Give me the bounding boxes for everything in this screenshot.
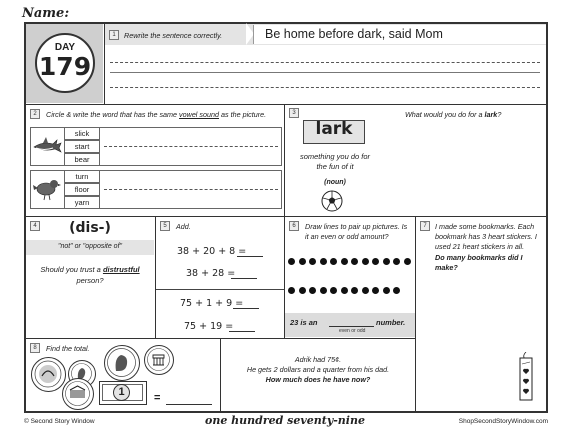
dollar-bill-icon [99, 381, 147, 405]
s7-text: I made some bookmarks. Each bookmark has 3 heart stickers. I used 21 heart stickers in all. [435, 222, 537, 251]
bookmark-icon [516, 352, 536, 402]
quarter-coin-icon [62, 378, 94, 410]
s6-answer-post: number. [376, 318, 406, 327]
choice-yarn[interactable]: yarn [64, 196, 100, 209]
s5-prompt: Add. [176, 222, 191, 231]
count-dot [330, 287, 337, 294]
s9-line2: He gets 2 dollars and a quarter from his dad. [246, 365, 390, 374]
dime-coin-icon [144, 345, 174, 375]
add-problem: 38 + 28 = [186, 268, 236, 279]
bill-value: 1 [113, 384, 130, 401]
count-dot [299, 287, 306, 294]
count-dot [351, 258, 358, 265]
section-number: 3 [289, 108, 299, 118]
count-dot [288, 287, 295, 294]
name-label: Name: [22, 6, 70, 21]
s2-prompt: Circle & write the word that has the same vowel sound as the picture. [46, 110, 267, 119]
prefix-meaning: "not" or "opposite of" [57, 243, 123, 250]
count-dot [351, 287, 358, 294]
choice-bear[interactable]: bear [64, 153, 100, 166]
bird-picture [31, 174, 63, 204]
choice-floor[interactable]: floor [64, 183, 100, 196]
add-problem: 75 + 19 = [184, 321, 234, 332]
s1-prompt: Rewrite the sentence correctly. [124, 31, 223, 40]
choice-slick[interactable]: slick [64, 127, 100, 140]
count-dot [341, 287, 348, 294]
count-dot [299, 258, 306, 265]
s7-question: Do many bookmarks did I make? [435, 253, 523, 272]
s9-question: How much does he have now? [265, 375, 371, 384]
section-number: 4 [30, 221, 40, 231]
count-dot [309, 258, 316, 265]
footer-copyright: © Second Story Window [24, 418, 95, 425]
choice-turn[interactable]: turn [64, 170, 100, 183]
count-dot [362, 287, 369, 294]
choice-start[interactable]: start [64, 140, 100, 153]
s6-prompt: Draw lines to pair up pictures. Is it an even or odd amount? [305, 222, 408, 241]
s1-sentence: Be home before dark, said Mom [265, 27, 443, 41]
count-dot [362, 258, 369, 265]
day-number: 179 [38, 52, 92, 81]
count-dot [393, 258, 400, 265]
vocab-pos: (noun) [324, 179, 346, 186]
section-number: 8 [30, 343, 40, 353]
count-dot [320, 258, 327, 265]
vocab-word: lark [315, 119, 353, 139]
prefix-label: (dis-) [69, 220, 111, 236]
quarter-coin-icon [31, 357, 66, 392]
s9-line1: Adrik had 75¢. [294, 355, 342, 364]
vocab-definition: something you do for the fun of it [299, 152, 371, 171]
footer-website: ShopSecondStoryWindow.com [458, 418, 548, 425]
shark-picture [31, 132, 63, 160]
count-dot [341, 258, 348, 265]
add-problem: 75 + 1 + 9 = [180, 298, 244, 309]
count-dot [372, 258, 379, 265]
s8-equals: = [154, 392, 161, 404]
count-dot [393, 287, 400, 294]
section-number: 7 [420, 221, 430, 231]
section-number: 5 [160, 221, 170, 231]
count-dot [288, 258, 295, 265]
s6-answer-pre: 23 is an [290, 318, 318, 327]
soccer-ball-icon [321, 190, 343, 212]
s8-prompt: Find the total. [46, 344, 90, 353]
count-dot [320, 287, 327, 294]
add-problem: 38 + 20 + 8 = [177, 246, 247, 257]
count-dot [383, 258, 390, 265]
s6-answer-hint: even or odd [339, 328, 366, 334]
section-number: 6 [289, 221, 299, 231]
footer-page-words: one hundred seventy-nine [205, 414, 365, 427]
count-dot [404, 258, 411, 265]
section-number: 2 [30, 109, 40, 119]
count-dot [372, 287, 379, 294]
count-dot [309, 287, 316, 294]
s6-answer-blank[interactable] [329, 326, 374, 327]
quarter-coin-icon [104, 345, 140, 381]
section-number: 1 [109, 30, 119, 40]
count-dot [383, 287, 390, 294]
s3-question: What would you do for a lark? [405, 110, 502, 119]
day-badge [26, 24, 103, 103]
s4-question: Should you trust a distrustful person? [40, 265, 140, 285]
count-dot [330, 258, 337, 265]
day-label: DAY [54, 42, 76, 53]
s8-answer-blank[interactable] [166, 404, 212, 405]
